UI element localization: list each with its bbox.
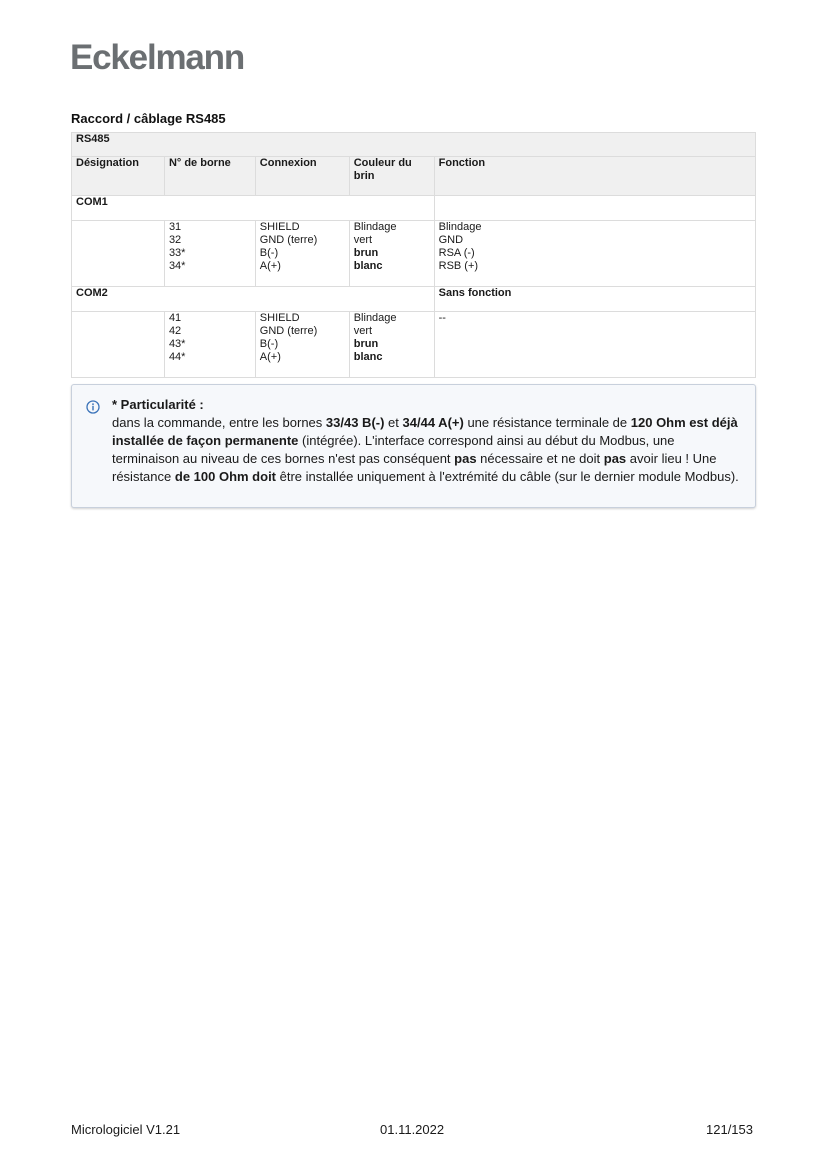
note-emphasis: 34/44 A(+) [402,415,464,430]
borne-value: 33* [168,247,186,259]
col-header-designation: Désignation [72,157,165,196]
borne-value: 31 [168,221,182,233]
col-header-connexion: Connexion [255,157,349,196]
col-header-fonction: Fonction [434,157,755,196]
rs485-table [71,132,756,378]
note-emphasis: 33/43 B(-) [325,415,385,430]
section-title: Raccord / câblage RS485 [71,111,226,126]
group-row-com2 [72,287,756,312]
borne-value: 43* [168,338,186,350]
connexion-value: GND (terre) [259,325,318,337]
note-text: dans la commande, entre les bornes [112,415,326,430]
info-panel-title: * Particularité : [112,397,204,412]
col-header-borne: N° de borne [164,157,255,196]
note-text: avoir lieu ! Une résistance [112,451,717,484]
fonction-value: GND [438,234,464,246]
footer-date: 01.11.2022 [380,1122,445,1137]
group-fonction: Sans fonction [434,287,755,312]
borne-value: 41 [168,312,182,324]
table-title-row [72,133,756,157]
connexion-cell [255,312,349,378]
note-text: nécessaire et ne doit [476,451,604,466]
couleur-value: Blindage [353,221,397,233]
connexion-value: SHIELD [259,312,300,324]
group-fonction [434,196,755,221]
info-panel-body [112,396,742,486]
table-row [72,312,756,378]
borne-cell [164,312,255,378]
group-label: COM2 [72,287,435,312]
couleur-value: blanc [353,351,383,363]
couleur-cell [349,221,434,287]
connexion-cell [255,221,349,287]
borne-cell [164,221,255,287]
note-text: (intégrée). L'interface correspond ainsi au début du Modbus, une terminaison au niveau de ces bornes n'est pas conséquent [112,433,675,466]
connexion-value: B(-) [259,338,279,350]
note-text: une résistance terminale de [463,415,631,430]
fonction-value: -- [438,312,446,324]
designation-cell [72,312,165,378]
connexion-value: SHIELD [259,221,300,233]
couleur-cell [349,312,434,378]
connexion-value: A(+) [259,260,281,272]
group-row-com1 [72,196,756,221]
note-text: être installée uniquement à l'extrémité du câble (sur le dernier module Modbus). [276,469,739,484]
note-emphasis: 120 Ohm est déjà installée de façon permanente [112,415,738,448]
borne-value: 42 [168,325,182,337]
note-emphasis: de 100 Ohm doit [174,469,277,484]
note-text: et [384,415,403,430]
couleur-value: blanc [353,260,383,272]
info-panel [71,384,756,508]
connexion-value: A(+) [259,351,281,363]
designation-cell [72,221,165,287]
footer-firmware-version: Micrologiciel V1.21 [71,1122,181,1137]
connexion-value: B(-) [259,247,279,259]
group-label: COM1 [72,196,435,221]
footer-page-number: 121/153 [706,1122,753,1137]
borne-value: 32 [168,234,182,246]
fonction-value: RSA (-) [438,247,475,259]
eckelmann-logo: Eckelmann [70,38,245,77]
fonction-value: Blindage [438,221,482,233]
note-emphasis: pas [603,451,627,466]
couleur-value: brun [353,338,379,350]
table-row [72,221,756,287]
borne-value: 34* [168,260,186,272]
fonction-cell [434,312,755,378]
col-header-couleur [349,157,434,196]
couleur-value: vert [353,325,373,337]
note-emphasis: pas [454,451,477,466]
couleur-value: brun [353,247,379,259]
col-header-couleur-line1: Couleur du [353,157,412,169]
fonction-cell [434,221,755,287]
couleur-value: vert [353,234,373,246]
table-title: RS485 [72,133,756,157]
col-header-couleur-line2: brin [353,170,375,182]
fonction-value: RSB (+) [438,260,479,272]
connexion-value: GND (terre) [259,234,318,246]
info-icon [86,400,100,414]
table-header-row [72,157,756,196]
borne-value: 44* [168,351,186,363]
couleur-value: Blindage [353,312,397,324]
